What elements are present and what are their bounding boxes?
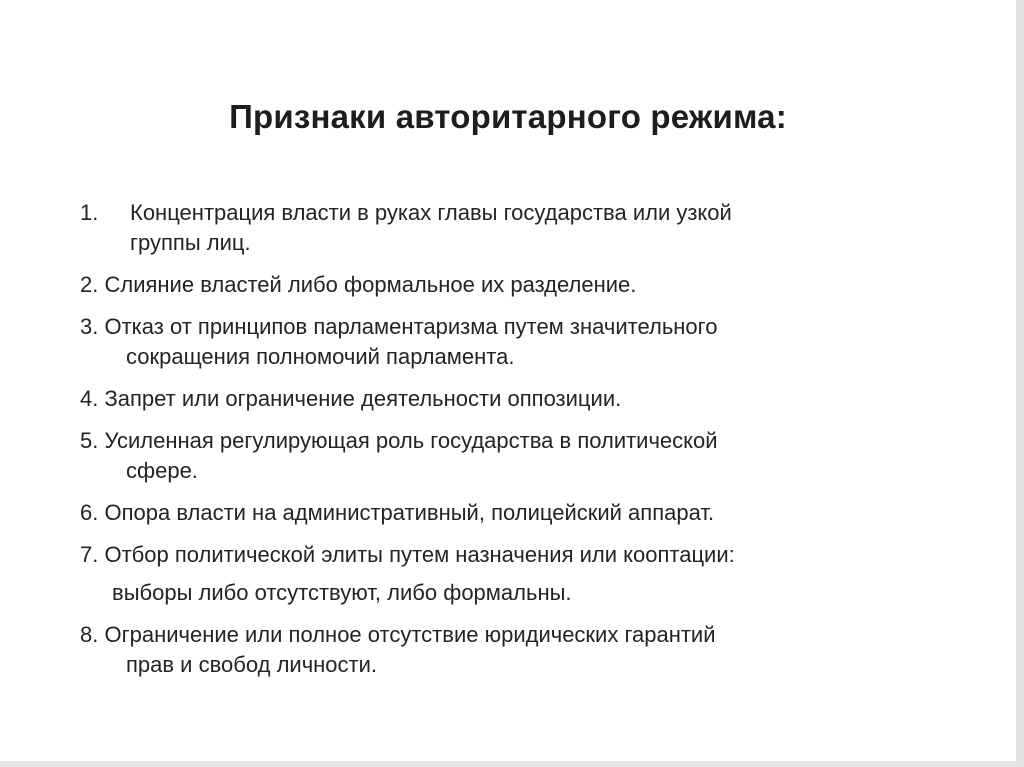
list-item-first-line <box>80 198 880 228</box>
list-item <box>80 620 880 680</box>
list-item-continuation: сокращения полномочий парламента. <box>126 344 515 369</box>
page-title: Признаки авторитарного режима: <box>229 98 787 135</box>
list-item-first-line <box>80 540 880 570</box>
list-item <box>80 540 880 608</box>
features-list <box>80 198 880 692</box>
list-item-number: 8. <box>80 622 99 647</box>
list-item <box>80 198 880 258</box>
list-item-number: 1. <box>80 200 99 225</box>
list-item <box>80 384 880 414</box>
list-item <box>80 426 880 486</box>
list-item-first-line <box>80 312 880 342</box>
list-item-continuation: прав и свобод личности. <box>126 652 378 677</box>
list-item-continuation: группы лиц. <box>130 230 251 255</box>
list-item-first-line <box>80 270 880 300</box>
list-item-first-line <box>80 426 880 456</box>
list-item-first-line <box>80 620 880 650</box>
list-item-text: Слияние властей либо формальное их разделение. <box>104 272 637 297</box>
list-item-first-line <box>80 384 880 414</box>
list-item-text: Запрет или ограничение деятельности оппозиции. <box>104 386 622 411</box>
list-item-text: Усиленная регулирующая роль государства в политической <box>104 428 718 453</box>
list-item-text: Ограничение или полное отсутствие юридических гарантий <box>104 622 716 647</box>
list-item <box>80 312 880 372</box>
list-item <box>80 498 880 528</box>
list-item-first-line <box>80 498 880 528</box>
list-item-continuation: сфере. <box>126 458 198 483</box>
list-item-text: Опора власти на административный, полицейский аппарат. <box>104 500 715 525</box>
list-item-text: Отказ от принципов парламентаризма путем значительного <box>104 314 718 339</box>
list-item-text: Концентрация власти в руках главы государства или узкой <box>130 200 732 225</box>
list-item-number: 5. <box>80 428 99 453</box>
list-item-number: 3. <box>80 314 99 339</box>
list-item-number: 7. <box>80 542 99 567</box>
list-item-continuation: выборы либо отсутствуют, либо формальны. <box>112 580 572 605</box>
list-item-number: 2. <box>80 272 99 297</box>
list-item <box>80 270 880 300</box>
list-item-text: Отбор политической элиты путем назначения или кооптации: <box>104 542 735 567</box>
list-item-number: 6. <box>80 500 99 525</box>
list-item-number: 4. <box>80 386 99 411</box>
